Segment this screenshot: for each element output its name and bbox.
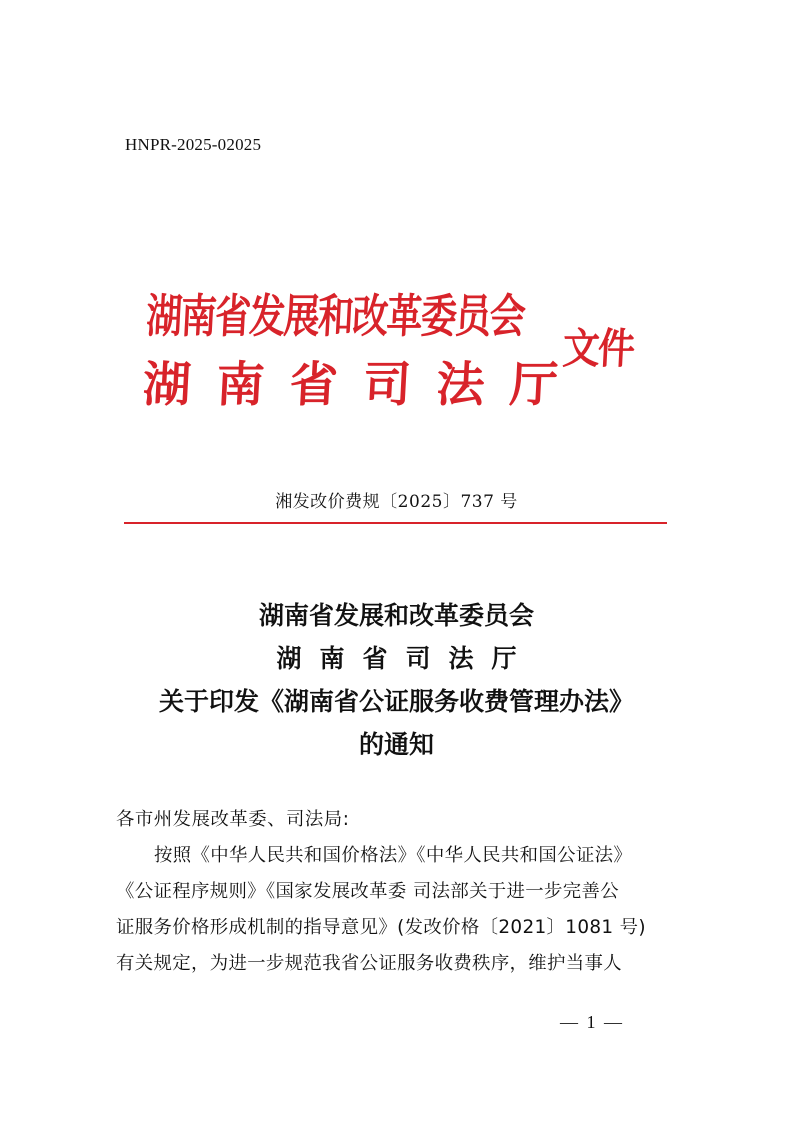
red-divider <box>124 522 667 524</box>
body-line: 有关规定，为进一步规范我省公证服务收费秩序，维护当事人 <box>116 953 622 974</box>
notice-body <box>116 802 676 982</box>
issuer-line-2-char: 法 <box>434 357 486 413</box>
document-number: 湘发改价费规〔2025〕737 号 <box>275 492 518 512</box>
issuer-line-2-char: 省 <box>288 357 340 413</box>
body-line: 证服务价格形成机制的指导意见》(发改价格〔2021〕1081 号) <box>116 917 646 938</box>
title-line-2 <box>0 637 793 680</box>
issuer-masthead <box>141 270 669 420</box>
issuer-line-2-char: 厅 <box>508 357 560 413</box>
issuer-suffix: 文件 <box>561 324 635 373</box>
issuer-line-2-char: 湖 <box>141 357 193 413</box>
title-line-4: 的通知 <box>358 730 434 759</box>
salutation: 各市州发展改革委、司法局: <box>116 809 350 830</box>
body-line: 《公证程序规则》《国家发展改革委 司法部关于进一步完善公 <box>116 881 619 902</box>
issuer-line-1: 湖南省发展和改革委员会 <box>145 289 526 343</box>
title-line-3: 关于印发《湖南省公证服务收费管理办法》 <box>158 687 634 716</box>
issuer-line-2-char: 司 <box>361 357 413 413</box>
issuer-line-2-char: 南 <box>214 357 266 413</box>
body-line: 按照《中华人民共和国价格法》《中华人民共和国公证法》 <box>154 845 633 866</box>
page-number: — 1 — <box>560 1012 624 1032</box>
issuer-line-2 <box>141 346 560 415</box>
document-code: HNPR-2025-02025 <box>125 135 262 154</box>
title-line-1: 湖南省发展和改革委员会 <box>258 601 534 630</box>
notice-title <box>0 594 793 766</box>
title-line-2-text: 湖南省司法厅 <box>276 644 535 673</box>
